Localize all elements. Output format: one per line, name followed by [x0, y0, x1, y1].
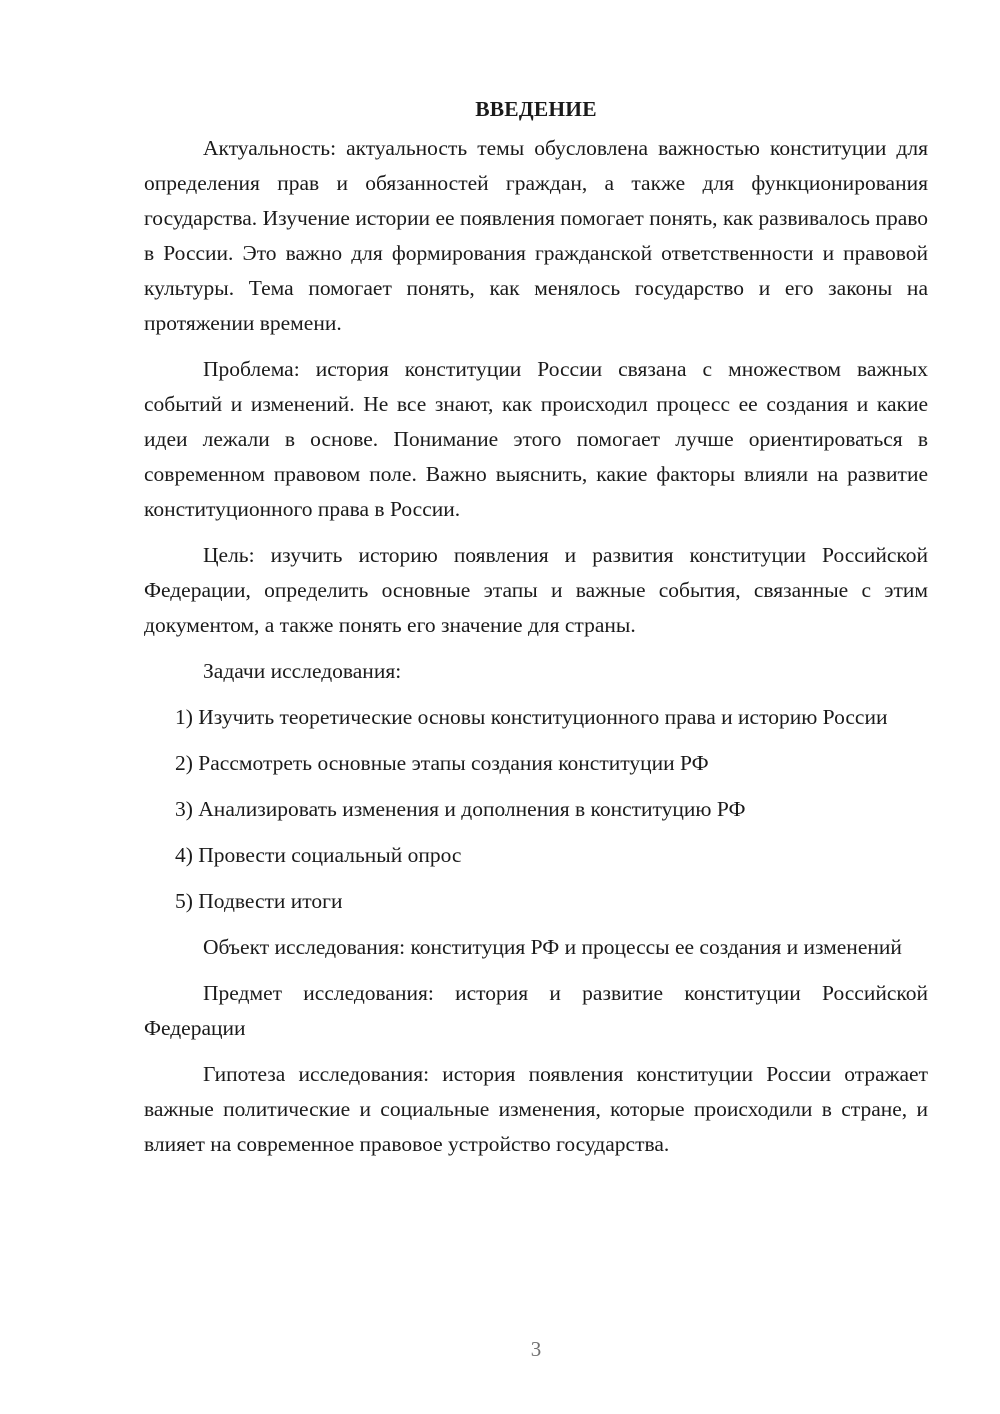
task-item-3: 3) Анализировать изменения и дополнения в конституцию РФ	[175, 797, 746, 821]
paragraph-object: Объект исследования: конституция РФ и процессы ее создания и изменений	[203, 935, 902, 959]
task-item-4: 4) Провести социальный опрос	[175, 843, 462, 867]
task-item-1: 1) Изучить теоретические основы конституционного права и историю России	[175, 705, 888, 729]
task-item-2: 2) Рассмотреть основные этапы создания конституции РФ	[175, 751, 709, 775]
section-heading: ВВЕДЕНИЕ	[475, 97, 597, 121]
paragraph-problem: Проблема: история конституции России связана с множеством важных событий и изменений. Не все знают, как происходил процесс ее создания и какие идеи лежали в основе. Понимание этого помогает лучше ориентироваться в современном правовом поле. Важно выяснить, какие факторы влияли на развитие конституционного права в России.	[144, 357, 928, 521]
paragraph-relevance: Актуальность: актуальность темы обусловлена важностью конституции для определения прав и обязанностей граждан, а также для функционирования государства. Изучение истории ее появления помогает понять, как развивалось право в России. Это важно для формирования гражданской ответственности и правовой культуры. Тема помогает понять, как менялось государство и его законы на протяжении времени.	[144, 136, 928, 335]
document-body	[144, 92, 928, 1173]
paragraph-subject: Предмет исследования: история и развитие конституции Российской Федерации	[144, 981, 928, 1040]
page-number: 3	[530, 1337, 542, 1361]
paragraph-tasks-title: Задачи исследования:	[203, 659, 402, 683]
task-item-5: 5) Подвести итоги	[175, 889, 343, 913]
paragraph-hypothesis: Гипотеза исследования: история появления конституции России отражает важные политические и социальные изменения, которые происходили в стране, и влияет на современное правовое устройство государства.	[144, 1062, 928, 1156]
paragraph-goal: Цель: изучить историю появления и развития конституции Российской Федерации, определить основные этапы и важные события, связанные с этим документом, а также понять его значение для страны.	[144, 543, 928, 637]
